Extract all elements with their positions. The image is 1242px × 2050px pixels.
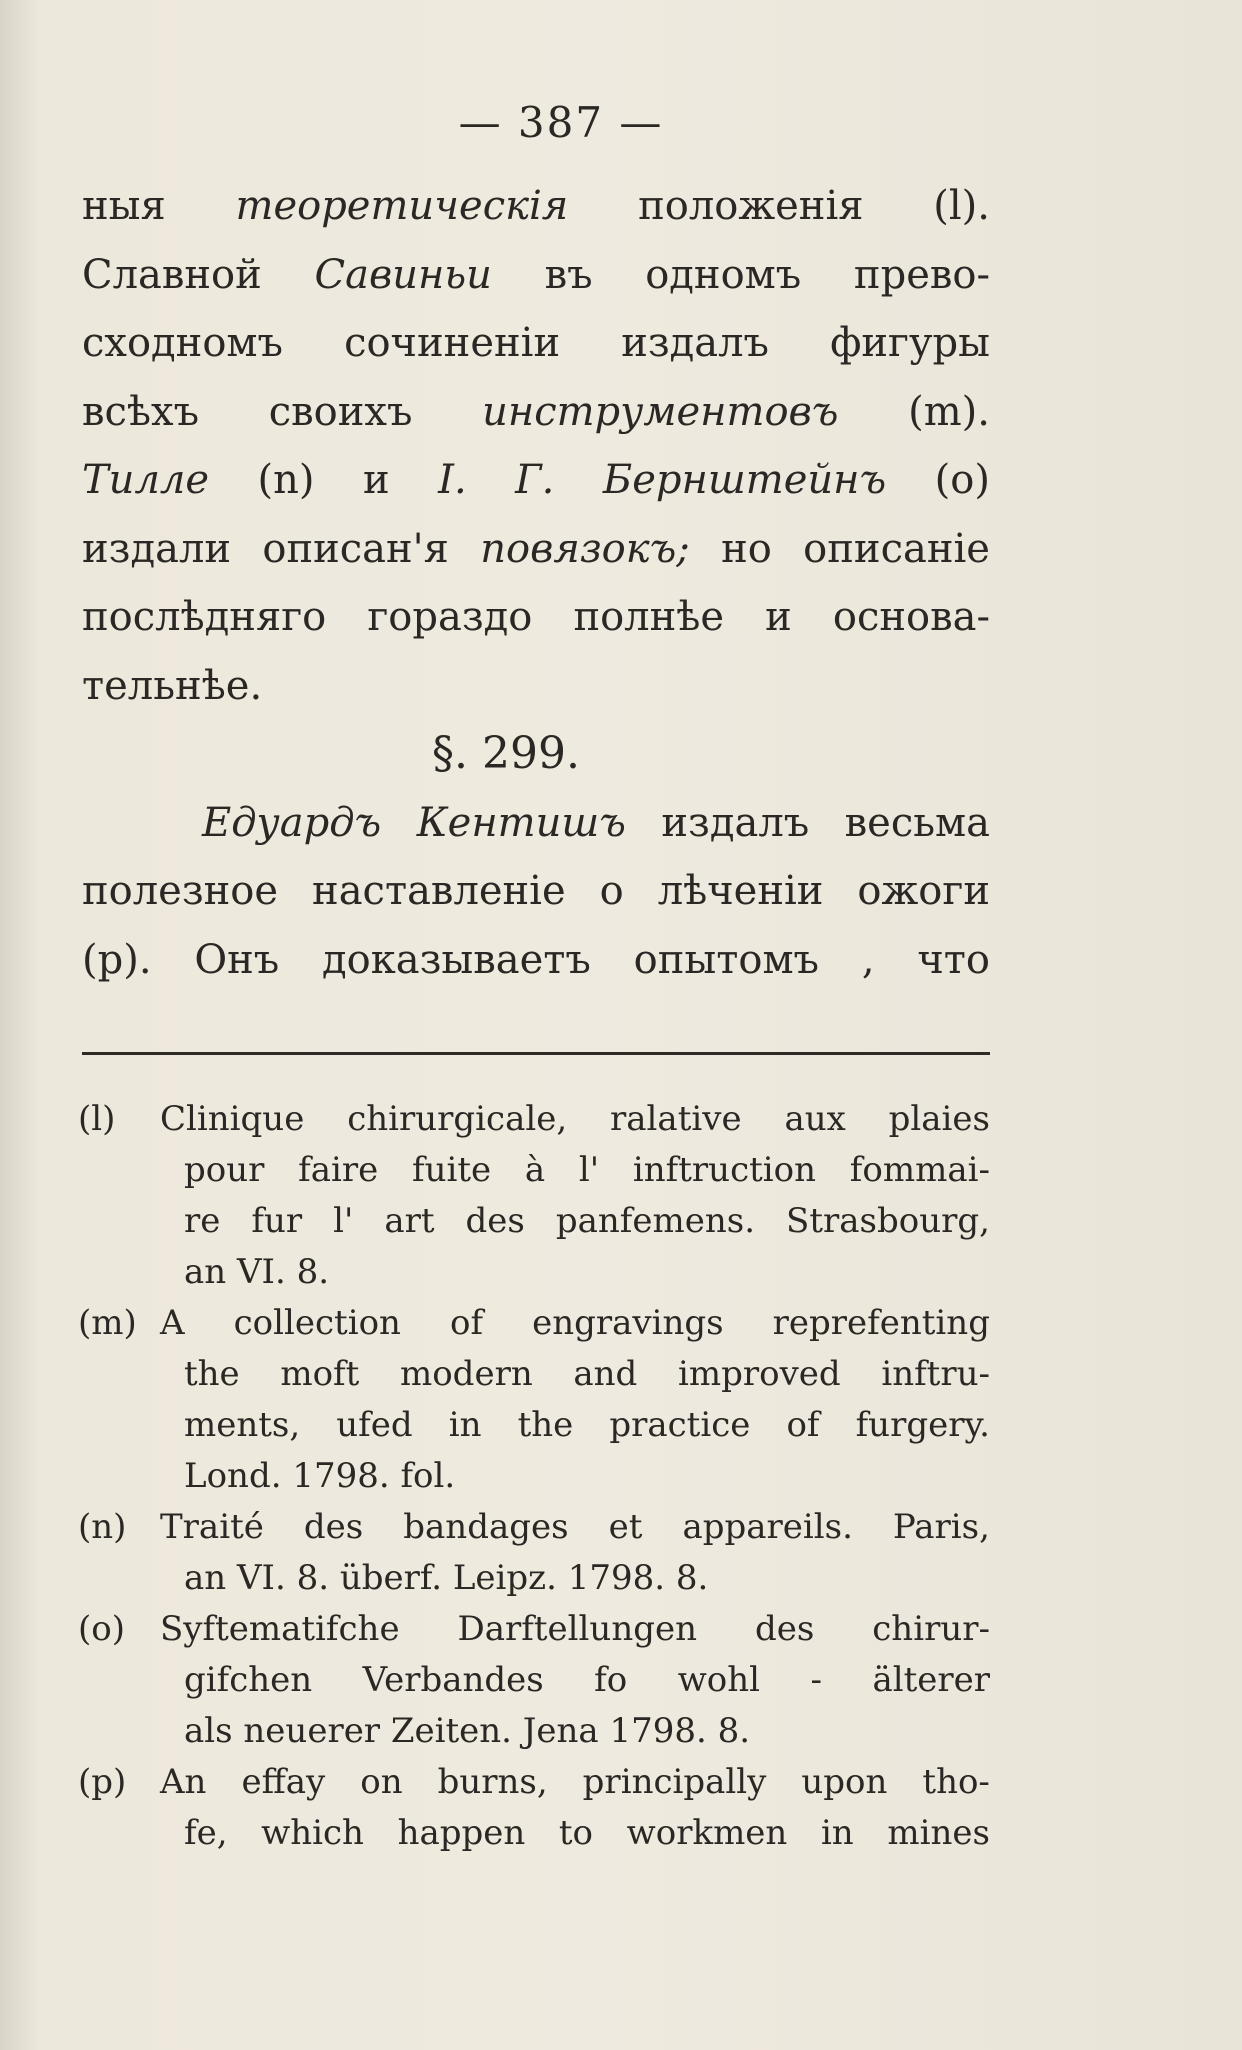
word: to (558, 1813, 594, 1853)
footnote-l (78, 1094, 990, 1298)
footnote-p (78, 1757, 990, 1859)
word: о (599, 868, 624, 914)
text-line (82, 172, 990, 241)
footnote-line (184, 1145, 990, 1196)
word: послѣдняго (82, 594, 327, 640)
word: что (917, 936, 990, 983)
footnote-separator (82, 1052, 990, 1055)
footnote-line (160, 1298, 990, 1349)
text-line (82, 378, 990, 447)
word: Савиньи (314, 251, 492, 298)
word: pour (184, 1150, 265, 1190)
footnote-line (184, 1655, 990, 1706)
text-line (82, 446, 990, 515)
word: сходномъ (82, 320, 283, 366)
text-line (82, 857, 990, 926)
word: à (524, 1150, 546, 1190)
text-line (82, 515, 990, 584)
footnote-line (184, 1808, 990, 1859)
text-line (82, 583, 990, 652)
word: весьма (844, 799, 990, 846)
footnote-line: Lond. 1798. fol. (184, 1456, 456, 1496)
word: fuite (412, 1150, 492, 1190)
word: upon (801, 1762, 888, 1802)
word: collection (233, 1303, 401, 1343)
word: wohl (677, 1660, 761, 1700)
word: bandages (403, 1507, 569, 1547)
word: on (360, 1762, 403, 1802)
word: fe, (184, 1813, 228, 1853)
word: опытомъ (633, 936, 820, 983)
word: Бернштейнъ (602, 457, 887, 503)
word: des (465, 1201, 525, 1241)
footnote-o (78, 1604, 990, 1757)
word: modern (399, 1354, 533, 1394)
word: workmen (626, 1813, 788, 1853)
word: но (721, 525, 772, 572)
word: лѣченіи (657, 868, 824, 914)
word: A (160, 1303, 185, 1343)
footnote-n (78, 1502, 990, 1604)
word: l' (578, 1150, 600, 1190)
word: тельнѣе. (82, 662, 263, 709)
word: effay (241, 1762, 326, 1802)
word: panfemens. (555, 1201, 756, 1241)
word: повязокъ; (480, 525, 690, 572)
footnote-line (184, 1400, 990, 1451)
text-line (82, 309, 990, 378)
text-line (82, 241, 990, 310)
word: издалъ (621, 320, 769, 366)
word: principally (582, 1762, 767, 1802)
word: in (820, 1813, 854, 1853)
footnote-m (78, 1298, 990, 1502)
word: in (448, 1405, 482, 1445)
word: improved (677, 1354, 841, 1394)
word: Тилле (82, 457, 210, 503)
section-heading: §. 299. (432, 728, 580, 779)
footnote-line (160, 1604, 990, 1655)
word: Кентишъ (416, 799, 626, 846)
word: Г. (515, 457, 555, 503)
word: of (786, 1405, 820, 1445)
word: engravings (532, 1303, 724, 1343)
word: Darftellungen (457, 1609, 697, 1649)
word: полнѣе (573, 594, 725, 640)
word: fur (251, 1201, 303, 1241)
word: mines (887, 1813, 990, 1853)
word: re (184, 1201, 221, 1241)
word: and (573, 1354, 638, 1394)
text-line (82, 652, 990, 721)
word: aux (784, 1099, 846, 1139)
word: inftruction (632, 1150, 817, 1190)
word: Syftematifche (160, 1609, 400, 1649)
footnote-mark: (l) (78, 1099, 116, 1139)
word: which (261, 1813, 364, 1853)
footnote-line (160, 1094, 990, 1145)
word: chirur- (872, 1609, 990, 1649)
footnote-line: als neuerer Zeiten. Jena 1798. 8. (184, 1711, 751, 1751)
word: своихъ (268, 388, 413, 435)
word: издалъ (661, 799, 810, 846)
word: и (765, 594, 792, 640)
word: положенія (638, 183, 864, 229)
word: Едуардъ (202, 799, 382, 846)
footnote-ref: (o) (934, 457, 990, 503)
page-number: — 387 — (458, 98, 664, 147)
word: Онъ (194, 936, 280, 983)
word: основа- (832, 594, 990, 640)
word: gifchen (184, 1660, 313, 1700)
footnote-ref: (p). (82, 936, 152, 983)
word: burns, (437, 1762, 548, 1802)
word: faire (298, 1150, 379, 1190)
footnote-line: an VI. 8. (184, 1252, 330, 1292)
word: of (449, 1303, 484, 1343)
footnote-ref: (m). (908, 388, 990, 435)
word: Traité (160, 1507, 264, 1547)
word: фигуры (830, 320, 990, 366)
word: ожоги (857, 868, 990, 914)
word: happen (397, 1813, 526, 1853)
footnote-ref: (n) (257, 457, 315, 503)
word: appareils. (682, 1507, 853, 1547)
footnote-mark: (n) (78, 1507, 127, 1547)
word: Paris, (892, 1507, 990, 1547)
word: Clinique (160, 1099, 305, 1139)
word: сочиненіи (344, 320, 561, 366)
word: описаніе (803, 525, 990, 572)
text-line (82, 926, 990, 995)
word: прево- (853, 251, 990, 298)
word: chirurgicale, (347, 1099, 568, 1139)
footnotes (78, 1094, 990, 1859)
word: moft (280, 1354, 360, 1394)
word: теоретическія (235, 183, 569, 229)
word: plaies (888, 1099, 990, 1139)
footnote-ref: (l). (933, 183, 990, 229)
word: описан'я (262, 525, 449, 572)
word: tho- (922, 1762, 990, 1802)
word: art (384, 1201, 435, 1241)
word: І. (438, 457, 467, 503)
word: l' (333, 1201, 354, 1241)
footnote-mark: (o) (78, 1609, 125, 1649)
word: въ (544, 251, 593, 298)
word: furgery. (855, 1405, 990, 1445)
word: издали (82, 525, 232, 572)
footnote-line (160, 1502, 990, 1553)
paragraph-1 (82, 172, 990, 994)
word: des (303, 1507, 364, 1547)
word: Славной (82, 251, 262, 298)
footnote-mark: (p) (78, 1762, 127, 1802)
word: fo (594, 1660, 628, 1700)
word: всѣхъ (82, 388, 200, 435)
word: ralative (610, 1099, 742, 1139)
word: practice (609, 1405, 751, 1445)
word: inftru- (881, 1354, 990, 1394)
footnote-line: an VI. 8. überf. Leipz. 1798. 8. (184, 1558, 709, 1598)
word: доказываетъ (322, 936, 591, 983)
word: ufed (336, 1405, 413, 1445)
word: fommai- (849, 1150, 990, 1190)
word: гораздо (367, 594, 533, 640)
word: одномъ (645, 251, 802, 298)
word: Strasbourg, (786, 1201, 990, 1241)
word: ныя (82, 183, 166, 229)
word: инструментовъ (482, 388, 839, 435)
word: älterer (872, 1660, 990, 1700)
footnote-mark: (m) (78, 1303, 137, 1343)
word: - (810, 1660, 822, 1700)
word: ments, (184, 1405, 301, 1445)
word: Verbandes (362, 1660, 544, 1700)
word: и (363, 457, 390, 503)
word: the (517, 1405, 574, 1445)
word: An (160, 1762, 207, 1802)
word: reprefenting (772, 1303, 990, 1343)
word: , (861, 936, 875, 983)
text-line (82, 789, 990, 858)
word: des (754, 1609, 815, 1649)
footnote-line (184, 1196, 990, 1247)
word: the (184, 1354, 240, 1394)
word: et (608, 1507, 643, 1547)
word: полезное (82, 868, 279, 914)
footnote-line (160, 1757, 990, 1808)
footnote-line (184, 1349, 990, 1400)
word: наставленіе (312, 868, 566, 914)
